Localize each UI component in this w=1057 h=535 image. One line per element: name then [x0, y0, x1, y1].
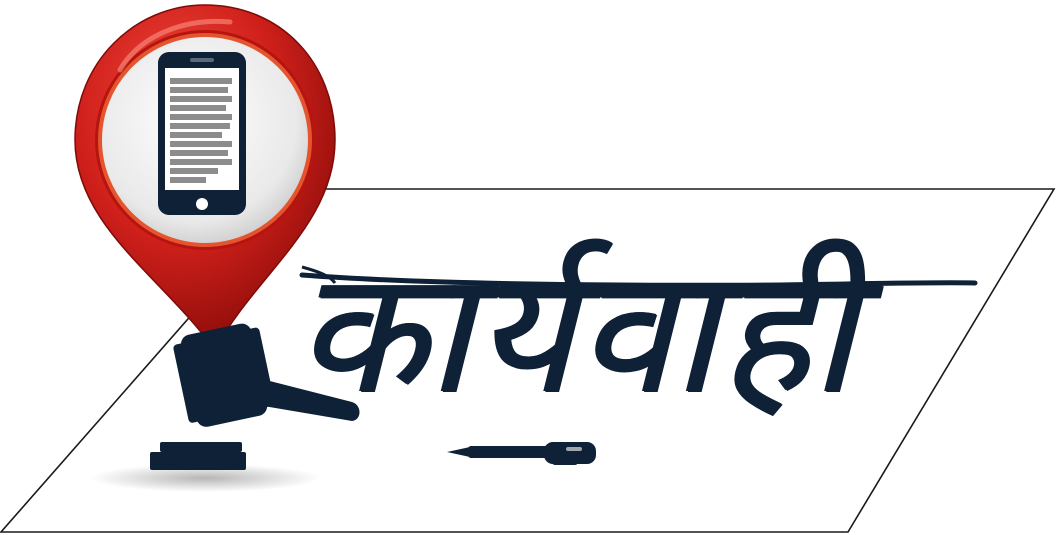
smartphone-icon — [158, 52, 246, 215]
logo-title: कार्यवाही — [296, 234, 859, 432]
